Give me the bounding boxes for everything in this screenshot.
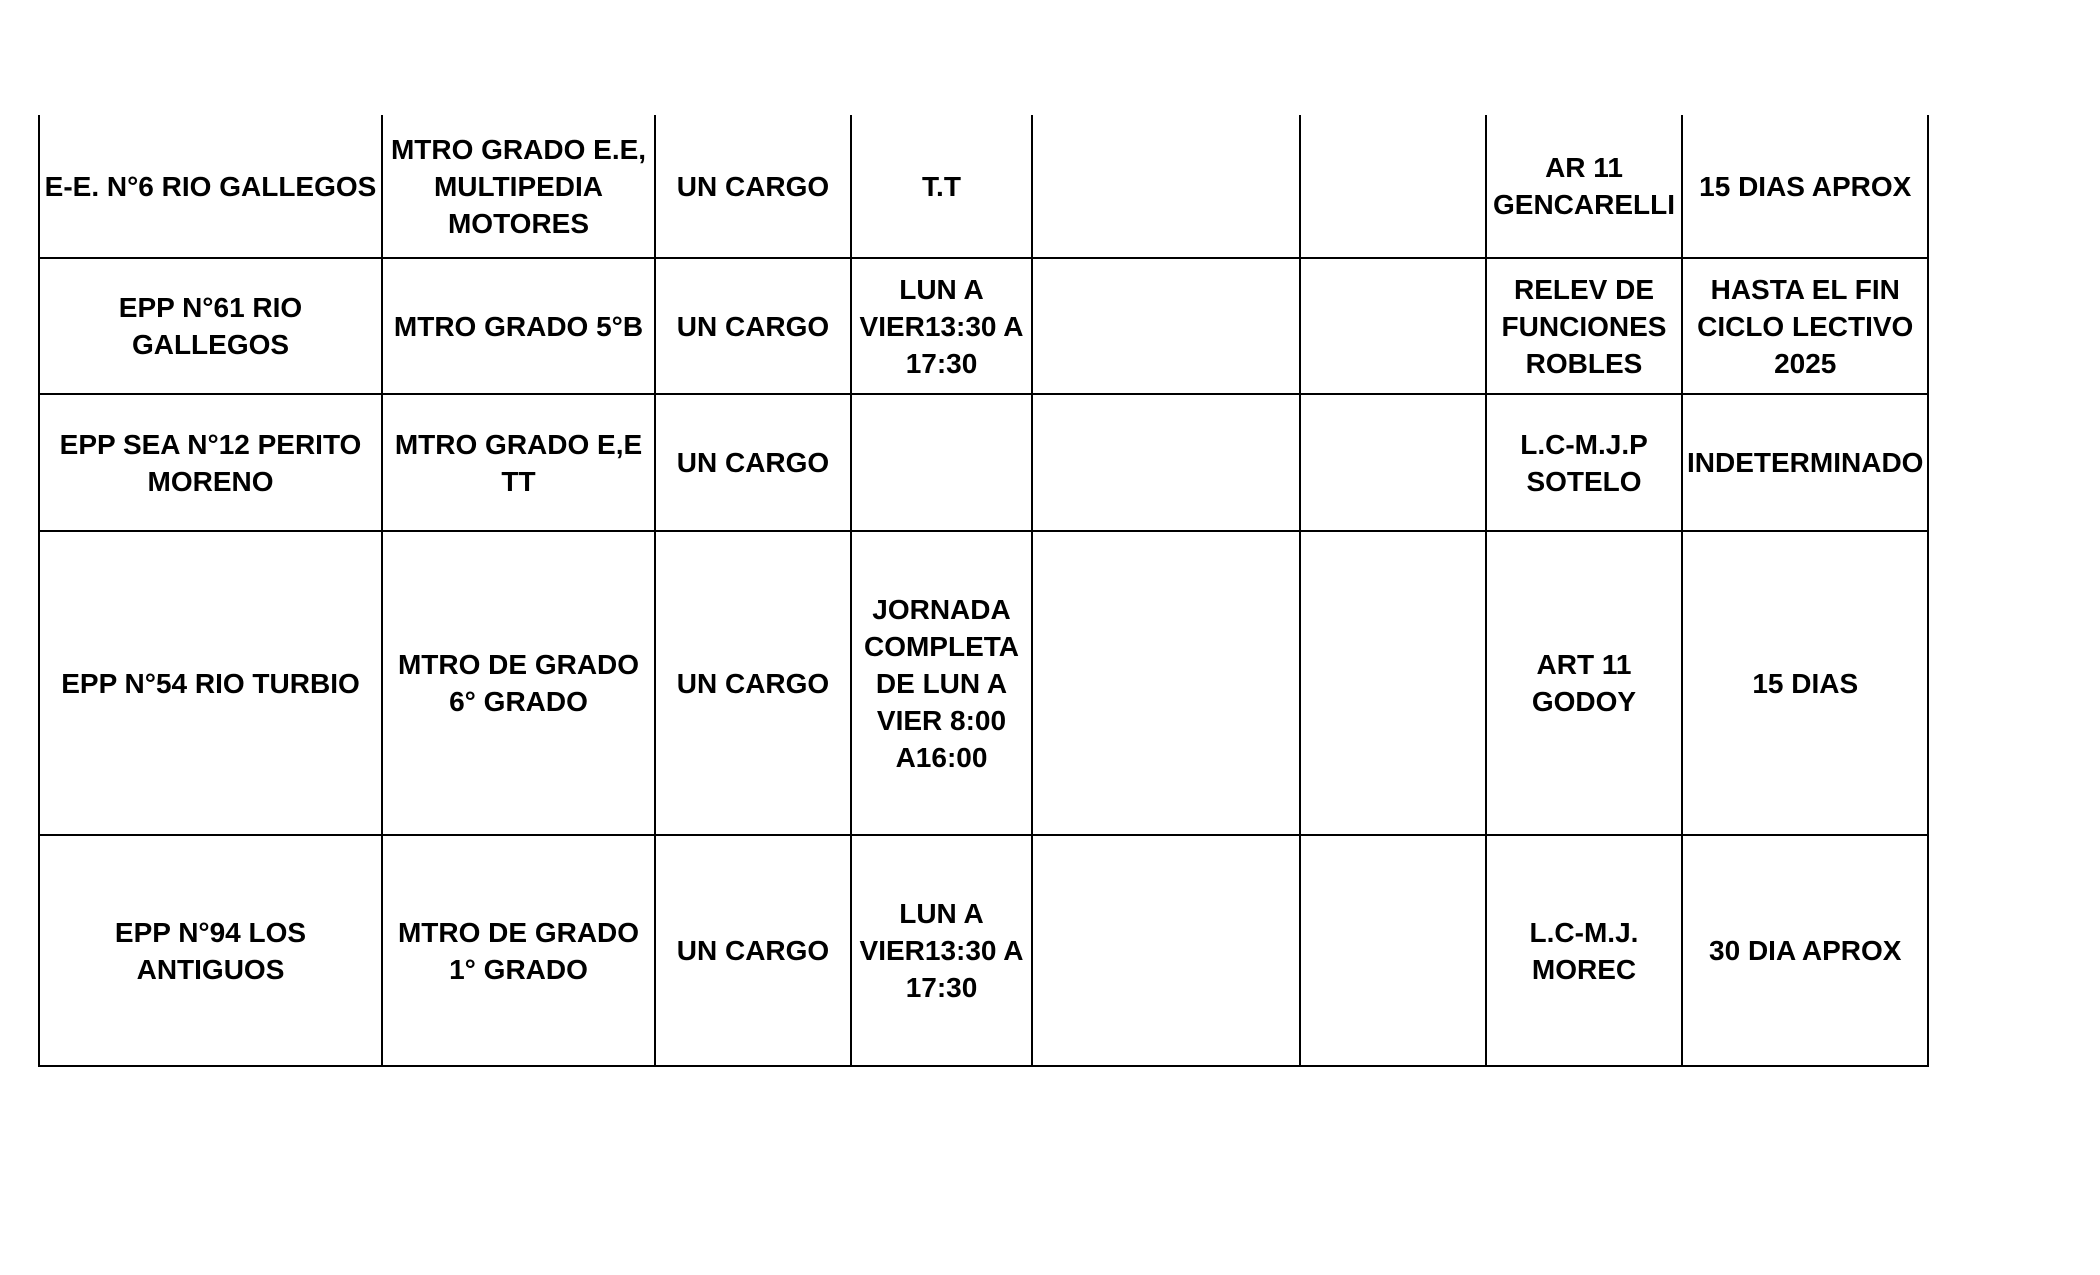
school-cell: EPP N°54 RIO TURBIO bbox=[39, 531, 382, 835]
empty-cell bbox=[1300, 258, 1486, 394]
table-row bbox=[39, 835, 1928, 1066]
empty-cell bbox=[1300, 835, 1486, 1066]
duration-cell: 15 DIAS APROX bbox=[1682, 115, 1928, 258]
school-cell: E-E. N°6 RIO GALLEGOS bbox=[39, 115, 382, 258]
reason-cell: L.C-M.J. MOREC bbox=[1486, 835, 1682, 1066]
empty-cell bbox=[1032, 394, 1300, 531]
empty-cell bbox=[1300, 394, 1486, 531]
empty-cell bbox=[1300, 531, 1486, 835]
empty-cell bbox=[1032, 115, 1300, 258]
schedule-cell: T.T bbox=[851, 115, 1032, 258]
empty-cell bbox=[1300, 115, 1486, 258]
position-cell: MTRO GRADO E.E, MULTIPEDIA MOTORES bbox=[382, 115, 655, 258]
vacancies-table-wrapper bbox=[38, 115, 1929, 1067]
schedule-cell: JORNADA COMPLETA DE LUN A VIER 8:00 A16:00 bbox=[851, 531, 1032, 835]
quantity-cell: UN CARGO bbox=[655, 258, 851, 394]
duration-cell: HASTA EL FIN CICLO LECTIVO 2025 bbox=[1682, 258, 1928, 394]
reason-cell: L.C-M.J.P SOTELO bbox=[1486, 394, 1682, 531]
position-cell: MTRO DE GRADO 6° GRADO bbox=[382, 531, 655, 835]
duration-cell: 15 DIAS bbox=[1682, 531, 1928, 835]
reason-cell: ART 11 GODOY bbox=[1486, 531, 1682, 835]
reason-cell: AR 11 GENCARELLI bbox=[1486, 115, 1682, 258]
reason-cell: RELEV DE FUNCIONES ROBLES bbox=[1486, 258, 1682, 394]
vacancies-table bbox=[38, 115, 1929, 1067]
school-cell: EPP N°61 RIO GALLEGOS bbox=[39, 258, 382, 394]
position-cell: MTRO GRADO 5°B bbox=[382, 258, 655, 394]
empty-cell bbox=[1032, 258, 1300, 394]
empty-cell bbox=[1032, 835, 1300, 1066]
quantity-cell: UN CARGO bbox=[655, 394, 851, 531]
duration-cell: INDETERMINADO bbox=[1682, 394, 1928, 531]
table-row bbox=[39, 531, 1928, 835]
quantity-cell: UN CARGO bbox=[655, 531, 851, 835]
quantity-cell: UN CARGO bbox=[655, 115, 851, 258]
table-row bbox=[39, 394, 1928, 531]
schedule-cell bbox=[851, 394, 1032, 531]
schedule-cell: LUN A VIER13:30 A 17:30 bbox=[851, 835, 1032, 1066]
school-cell: EPP N°94 LOS ANTIGUOS bbox=[39, 835, 382, 1066]
schedule-cell: LUN A VIER13:30 A 17:30 bbox=[851, 258, 1032, 394]
table-row bbox=[39, 115, 1928, 258]
empty-cell bbox=[1032, 531, 1300, 835]
duration-cell: 30 DIA APROX bbox=[1682, 835, 1928, 1066]
table-row bbox=[39, 258, 1928, 394]
quantity-cell: UN CARGO bbox=[655, 835, 851, 1066]
school-cell: EPP SEA N°12 PERITO MORENO bbox=[39, 394, 382, 531]
position-cell: MTRO GRADO E,E TT bbox=[382, 394, 655, 531]
position-cell: MTRO DE GRADO 1° GRADO bbox=[382, 835, 655, 1066]
